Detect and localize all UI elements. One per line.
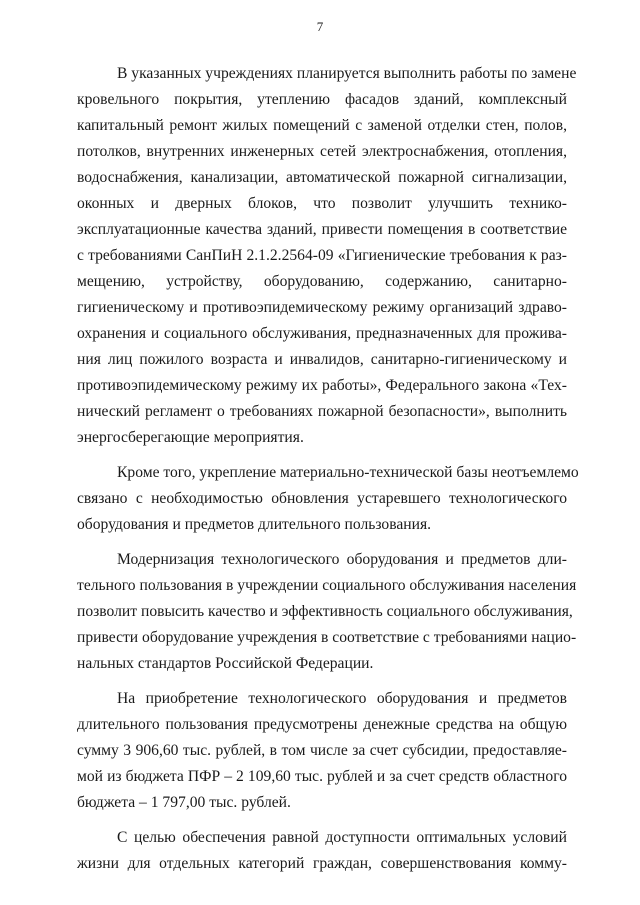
text-line: ния лиц пожилого возраста и инвалидов, санитарно-гигиеническому и	[77, 351, 567, 368]
text-line: На приобретение технологического оборудования и предметов	[117, 690, 567, 707]
text-line: капитальный ремонт жилых помещений с заменой отделки стен, полов,	[77, 117, 567, 134]
text-line: гигиеническому и противоэпидемическому режиму организаций здраво-	[77, 299, 567, 316]
text-line: сумму 3 906,60 тыс. рублей, в том числе за счет субсидии, предоставляе-	[77, 742, 567, 759]
text-line: Модернизация технологического оборудования и предметов дли-	[117, 551, 567, 568]
text-line: В указанных учреждениях планируется выполнить работы по замене	[117, 65, 577, 82]
text-line: мой из бюджета ПФР – 2 109,60 тыс. рублей и за счет средств областного	[77, 768, 567, 785]
text-line: мещению, устройству, оборудованию, содержанию, санитарно-	[77, 273, 567, 290]
text-line: с требованиями СанПиН 2.1.2.2564-09 «Гигиенические требования к раз-	[77, 247, 567, 264]
text-line: охранения и социального обслуживания, предназначенных для прожива-	[77, 325, 567, 342]
text-line: С целью обеспечения равной доступности оптимальных условий	[117, 829, 567, 846]
text-line: энергосберегающие мероприятия.	[77, 429, 304, 446]
text-line: Кроме того, укрепление материально-технической базы неотъемлемо	[117, 464, 579, 481]
text-line: тельного пользования в учреждении социального обслуживания населения	[77, 577, 577, 594]
text-line: длительного пользования предусмотрены денежные средства на общую	[77, 716, 567, 733]
text-line: позволит повысить качество и эффективность социального обслуживания,	[77, 603, 573, 620]
page-number: 7	[316, 19, 324, 34]
text-line: связано с необходимостью обновления устаревшего технологического	[77, 490, 567, 507]
text-line: бюджета – 1 797,00 тыс. рублей.	[77, 794, 291, 811]
text-line: кровельного покрытия, утеплению фасадов зданий, комплексный	[77, 91, 567, 108]
text-line: потолков, внутренних инженерных сетей электроснабжения, отопления,	[77, 143, 567, 160]
text-line: водоснабжения, канализации, автоматической пожарной сигнализации,	[77, 169, 567, 186]
text-line: противоэпидемическому режиму их работы», Федерального закона «Тех-	[77, 377, 567, 394]
text-line: оконных и дверных блоков, что позволит улучшить технико-	[77, 195, 567, 212]
text-line: оборудования и предметов длительного пользования.	[77, 516, 432, 533]
text-line: привести оборудование учреждения в соответствие с требованиями нацио-	[77, 629, 577, 646]
text-line: жизни для отдельных категорий граждан, совершенствования комму-	[77, 855, 567, 872]
text-line: нальных стандартов Российской Федерации.	[77, 655, 374, 672]
text-line: эксплуатационные качества зданий, привести помещения в соответствие	[77, 221, 567, 238]
text-line: нический регламент о требованиях пожарной безопасности», выполнить	[77, 403, 567, 420]
